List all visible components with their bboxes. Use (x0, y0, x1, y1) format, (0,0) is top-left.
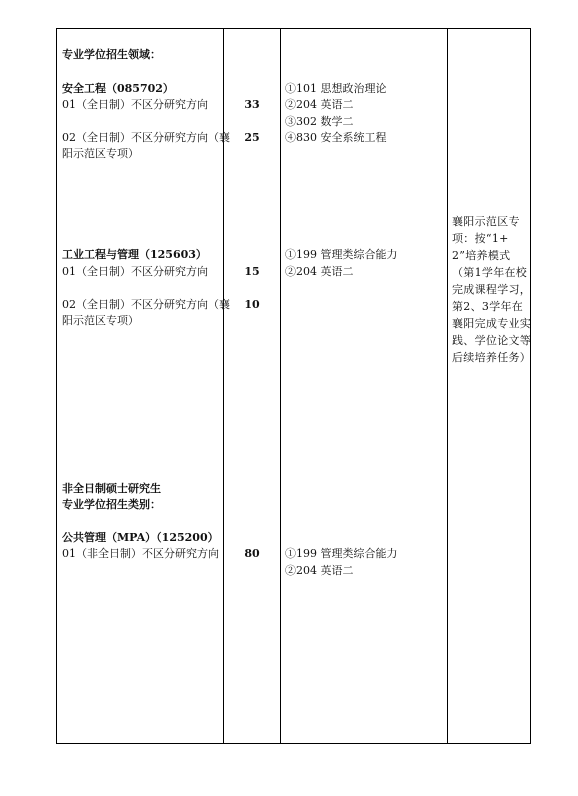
quota-value: 33 (244, 98, 260, 111)
quota-value: 25 (244, 131, 260, 144)
direction-item: 02（全日制）不区分研究方向（襄 (62, 131, 230, 144)
direction-item-continued: 阳示范区专项） (62, 314, 139, 327)
program-title-industrial-engineering: 工业工程与管理（125603） (62, 248, 207, 261)
section-heading-professional-category: 专业学位招生类别： (62, 498, 161, 511)
direction-item: 01（非全日制）不区分研究方向 (62, 547, 219, 560)
quota-value: 10 (244, 298, 260, 311)
exam-subject: ②204 英语二 (285, 98, 354, 111)
program-title-mpa: 公共管理（MPA）（125200） (62, 531, 219, 544)
quota-value: 80 (244, 547, 260, 560)
column-divider-2 (280, 29, 281, 743)
direction-item: 01（全日制）不区分研究方向 (62, 98, 208, 111)
direction-item: 02（全日制）不区分研究方向（襄 (62, 298, 230, 311)
section-heading-professional-domain: 专业学位招生领域： (62, 48, 161, 61)
exam-subject: ③302 数学二 (285, 115, 354, 128)
exam-subject: ①101 思想政治理论 (285, 82, 387, 95)
direction-item: 01（全日制）不区分研究方向 (62, 265, 208, 278)
program-title-safety-engineering: 安全工程（085702） (62, 82, 174, 95)
exam-subject: ①199 管理类综合能力 (285, 547, 398, 560)
enrollment-table (56, 28, 531, 744)
remark-text: 襄阳示范区专项：按“1+2”培养模式（第1学年在校完成课程学习，第2、3学年在襄阳完成专业实践、学位论文等后续培养任务） (452, 215, 532, 364)
exam-subject: ①199 管理类综合能力 (285, 248, 398, 261)
exam-subject: ②204 英语二 (285, 564, 354, 577)
exam-subject: ②204 英语二 (285, 265, 354, 278)
direction-item-continued: 阳示范区专项） (62, 147, 139, 160)
column-divider-3 (447, 29, 448, 743)
quota-value: 15 (244, 265, 260, 278)
exam-subject: ④830 安全系统工程 (285, 131, 387, 144)
section-heading-part-time: 非全日制硕士研究生 (62, 482, 161, 495)
